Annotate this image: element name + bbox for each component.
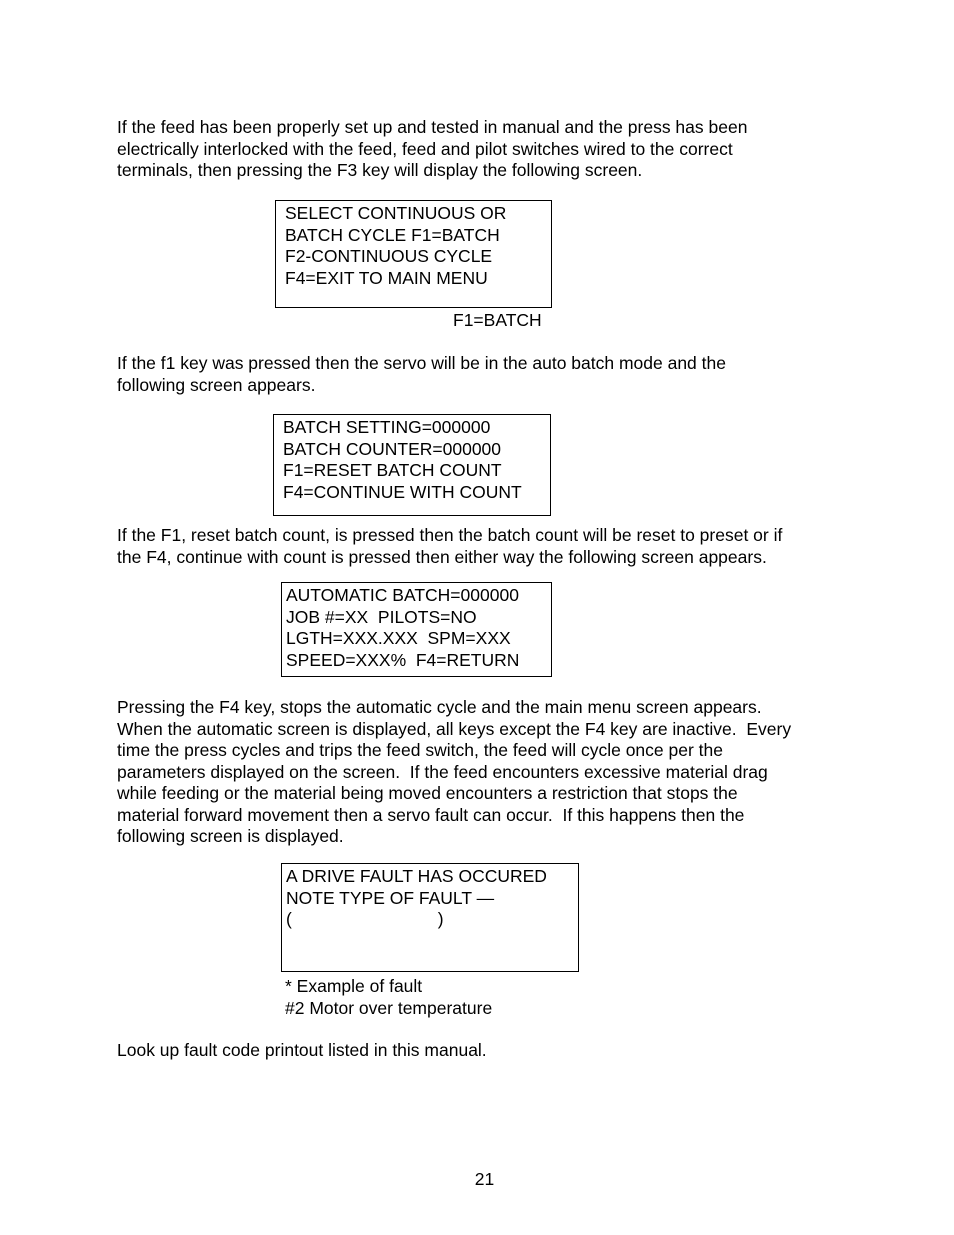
closing-paragraph	[117, 1040, 847, 1062]
page-number: 21	[474, 1169, 495, 1189]
screen-line: F4=CONTINUE WITH COUNT	[283, 481, 522, 502]
screen-line: AUTOMATIC BATCH=000000	[286, 585, 519, 605]
text-line: Look up fault code printout listed in this manual.	[117, 1040, 487, 1060]
text-line: following screen appears.	[117, 374, 316, 395]
screen-caption: F1=BATCH	[453, 310, 542, 330]
screen-line: F1=RESET BATCH COUNT	[283, 460, 502, 480]
reset-count-paragraph	[117, 525, 857, 568]
screen-line: NOTE TYPE OF FAULT —	[286, 887, 495, 908]
fault-example-note	[285, 976, 492, 1019]
batch-mode-paragraph	[117, 353, 847, 396]
text-line: Pressing the F4 key, stops the automatic cycle and the main menu screen appears.	[117, 697, 762, 717]
text-line: parameters displayed on the screen. If the feed encounters excessive material drag	[117, 761, 768, 782]
screen-line: SELECT CONTINUOUS OR	[285, 203, 507, 223]
screen-line: BATCH CYCLE F1=BATCH	[285, 224, 500, 245]
text-line: terminals, then pressing the F3 key will display the following screen.	[117, 160, 643, 180]
screen-line: BATCH COUNTER=000000	[283, 438, 502, 459]
screen-line: SPEED=XXX% F4=RETURN	[286, 649, 520, 670]
text-line: while feeding or the material being moved encounters a restriction that stops the	[117, 783, 738, 803]
automatic-cycle-paragraph	[117, 697, 857, 848]
automatic-batch-screen	[281, 582, 552, 677]
intro-paragraph	[117, 117, 847, 182]
batch-setting-screen	[273, 414, 551, 516]
screen-line: F4=EXIT TO MAIN MENU	[285, 267, 488, 288]
screen-line: LGTH=XXX.XXX SPM=XXX	[286, 628, 511, 648]
text-line: the F4, continue with count is pressed then either way the following screen appears.	[117, 546, 767, 567]
select-cycle-screen	[275, 200, 552, 308]
text-line: #2 Motor over temperature	[285, 997, 493, 1018]
screen-line: F2-CONTINUOUS CYCLE	[285, 246, 493, 266]
text-line: electrically interlocked with the feed, feed and pilot switches wired to the correct	[117, 138, 733, 159]
text-line: When the automatic screen is displayed, all keys except the F4 key are inactive. Every	[117, 718, 792, 739]
text-line: following screen is displayed.	[117, 826, 344, 846]
drive-fault-screen	[281, 863, 579, 972]
screen-line: BATCH SETTING=000000	[283, 417, 491, 437]
text-line: If the feed has been properly set up and tested in manual and the press has been	[117, 117, 748, 137]
screen-line: ( )	[286, 909, 444, 929]
screen-line: JOB #=XX PILOTS=NO	[286, 606, 477, 627]
text-line: If the f1 key was pressed then the servo will be in the auto batch mode and the	[117, 353, 726, 373]
screen-line: A DRIVE FAULT HAS OCCURED	[286, 866, 547, 886]
text-line: time the press cycles and trips the feed switch, the feed will cycle once per the	[117, 740, 723, 760]
text-line: * Example of fault	[285, 976, 423, 996]
text-line: material forward movement then a servo fault can occur. If this happens then the	[117, 804, 745, 825]
text-line: If the F1, reset batch count, is pressed then the batch count will be reset to preset or if	[117, 525, 783, 545]
